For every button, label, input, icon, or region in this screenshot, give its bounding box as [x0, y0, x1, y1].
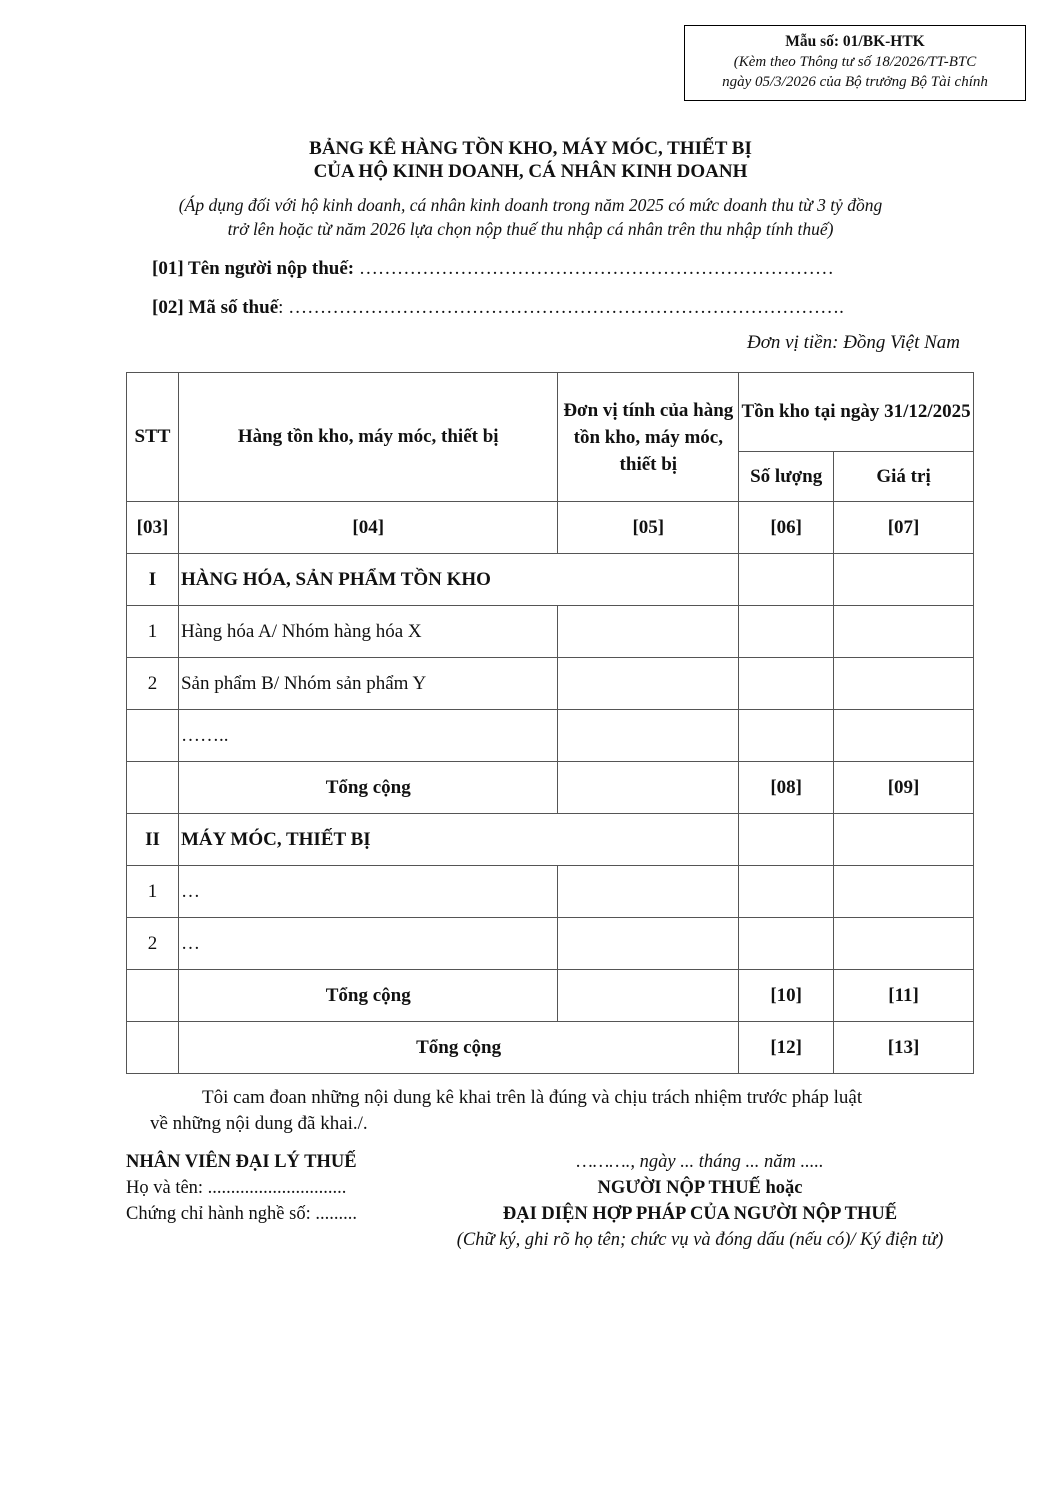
header-stt: STT: [127, 373, 179, 502]
subtotal-quantity: [08]: [739, 762, 834, 814]
taxpayer-name-value[interactable]: …………………………………………………………………: [358, 258, 834, 279]
form-code: Mẫu số: 01/BK-HTK: [785, 33, 925, 50]
value-cell[interactable]: [834, 866, 974, 918]
row-stt: 2: [127, 918, 179, 970]
table-row: [127, 866, 974, 918]
declaration-line1: Tôi cam đoan những nội dung kê khai trên là đúng và chịu trách nhiệm trước pháp luật: [202, 1087, 863, 1108]
code-cell: [07]: [834, 502, 974, 554]
table-row: [127, 606, 974, 658]
grand-total-value: [13]: [834, 1022, 974, 1074]
code-cell: [06]: [739, 502, 834, 554]
row-unit[interactable]: [558, 710, 739, 762]
signer-title-line2: ĐẠI DIỆN HỢP PHÁP CỦA NGƯỜI NỘP THUẾ: [502, 1204, 898, 1224]
subtotal-quantity: [10]: [739, 970, 834, 1022]
row-stt: [127, 710, 179, 762]
empty-cell: [558, 970, 739, 1022]
value-cell[interactable]: [834, 814, 974, 866]
quantity-cell[interactable]: [739, 606, 834, 658]
row-unit[interactable]: [558, 658, 739, 710]
value-cell[interactable]: [834, 658, 974, 710]
signing-date-line[interactable]: ………., ngày ... tháng ... năm .....: [576, 1152, 824, 1172]
row-stt: 1: [127, 606, 179, 658]
inventory-table: [126, 372, 974, 1074]
section-number: II: [127, 814, 179, 866]
row-item[interactable]: …: [178, 918, 557, 970]
tax-agent-name-line[interactable]: Họ và tên: ..............................: [126, 1178, 347, 1198]
header-stock-date: Tồn kho tại ngày 31/12/2025: [739, 373, 974, 452]
empty-cell: [127, 762, 179, 814]
header-value: Giá trị: [834, 452, 974, 502]
grand-total-row: [127, 1022, 974, 1074]
tax-agent-block: [126, 1149, 357, 1227]
tax-agent-title: NHÂN VIÊN ĐẠI LÝ THUẾ: [126, 1152, 357, 1172]
subtotal-value: [11]: [834, 970, 974, 1022]
table-header-row: [127, 373, 974, 452]
section-number: I: [127, 554, 179, 606]
empty-cell: [127, 1022, 179, 1074]
subtotal-value: [09]: [834, 762, 974, 814]
section-title: MÁY MÓC, THIẾT BỊ: [178, 814, 738, 866]
form-reference-line1: (Kèm theo Thông tư số 18/2026/TT-BTC: [733, 54, 977, 70]
document-title-line1: BẢNG KÊ HÀNG TỒN KHO, MÁY MÓC, THIẾT BỊ: [309, 138, 752, 159]
document-subtitle-line2: trở lên hoặc từ năm 2026 lựa chọn nộp thuế thu nhập cá nhân trên thu nhập tính thuế): [227, 219, 834, 239]
signer-title-line1: NGƯỜI NỘP THUẾ hoặc: [597, 1178, 803, 1198]
value-cell[interactable]: [834, 554, 974, 606]
taxpayer-name-field: [152, 258, 834, 280]
row-unit[interactable]: [558, 606, 739, 658]
code-cell: [05]: [558, 502, 739, 554]
subtotal-label: Tổng cộng: [178, 762, 557, 814]
taxpayer-name-label: [01] Tên người nộp thuế:: [152, 258, 355, 279]
currency-unit-note: Đơn vị tiền: Đồng Việt Nam: [747, 332, 960, 353]
subtotal-label: Tổng cộng: [178, 970, 557, 1022]
quantity-cell[interactable]: [739, 554, 834, 606]
header-item: Hàng tồn kho, máy móc, thiết bị: [178, 373, 557, 502]
empty-cell: [127, 970, 179, 1022]
quantity-cell[interactable]: [739, 814, 834, 866]
table-row: [127, 918, 974, 970]
row-stt: 2: [127, 658, 179, 710]
header-unit: Đơn vị tính của hàng tồn kho, máy móc, thiết bị: [558, 373, 739, 502]
row-unit[interactable]: [558, 918, 739, 970]
section-heading-row: [127, 554, 974, 606]
tax-agent-certificate-line[interactable]: Chứng chỉ hành nghề số: .........: [126, 1204, 357, 1224]
signature-note: (Chữ ký, ghi rõ họ tên; chức vụ và đóng dấu (nếu có)/ Ký điện tử): [456, 1230, 944, 1250]
header-quantity: Số lượng: [739, 452, 834, 502]
grand-total-quantity: [12]: [739, 1022, 834, 1074]
table-row: [127, 658, 974, 710]
code-row: [127, 502, 974, 554]
row-stt: 1: [127, 866, 179, 918]
subtotal-row: [127, 970, 974, 1022]
quantity-cell[interactable]: [739, 710, 834, 762]
row-item[interactable]: ……..: [178, 710, 557, 762]
row-item[interactable]: Hàng hóa A/ Nhóm hàng hóa X: [178, 606, 557, 658]
subtotal-row: [127, 762, 974, 814]
quantity-cell[interactable]: [739, 866, 834, 918]
row-unit[interactable]: [558, 866, 739, 918]
table-row: [127, 710, 974, 762]
document-title-line2: CỦA HỘ KINH DOANH, CÁ NHÂN KINH DOANH: [313, 161, 748, 182]
tax-code-value[interactable]: : …………………………………………………………………………….: [278, 297, 844, 318]
grand-total-label: Tổng cộng: [178, 1022, 738, 1074]
section-heading-row: [127, 814, 974, 866]
declaration-line2: về những nội dung đã khai./.: [150, 1113, 368, 1134]
signer-block: [400, 1149, 1000, 1253]
tax-code-label: [02] Mã số thuế: [152, 297, 279, 318]
value-cell[interactable]: [834, 606, 974, 658]
row-item[interactable]: Sản phẩm B/ Nhóm sản phẩm Y: [178, 658, 557, 710]
section-title: HÀNG HÓA, SẢN PHẨM TỒN KHO: [178, 554, 738, 606]
value-cell[interactable]: [834, 918, 974, 970]
form-reference-line2: ngày 05/3/2026 của Bộ trưởng Bộ Tài chính: [722, 74, 988, 90]
empty-cell: [558, 762, 739, 814]
quantity-cell[interactable]: [739, 918, 834, 970]
code-cell: [04]: [178, 502, 557, 554]
tax-code-field: [152, 297, 844, 319]
quantity-cell[interactable]: [739, 658, 834, 710]
form-code-box: [684, 25, 1026, 101]
code-cell: [03]: [127, 502, 179, 554]
document-subtitle-line1: (Áp dụng đối với hộ kinh doanh, cá nhân kinh doanh trong năm 2025 có mức doanh thu từ 3 tỷ đồng: [178, 195, 883, 215]
row-item[interactable]: …: [178, 866, 557, 918]
value-cell[interactable]: [834, 710, 974, 762]
